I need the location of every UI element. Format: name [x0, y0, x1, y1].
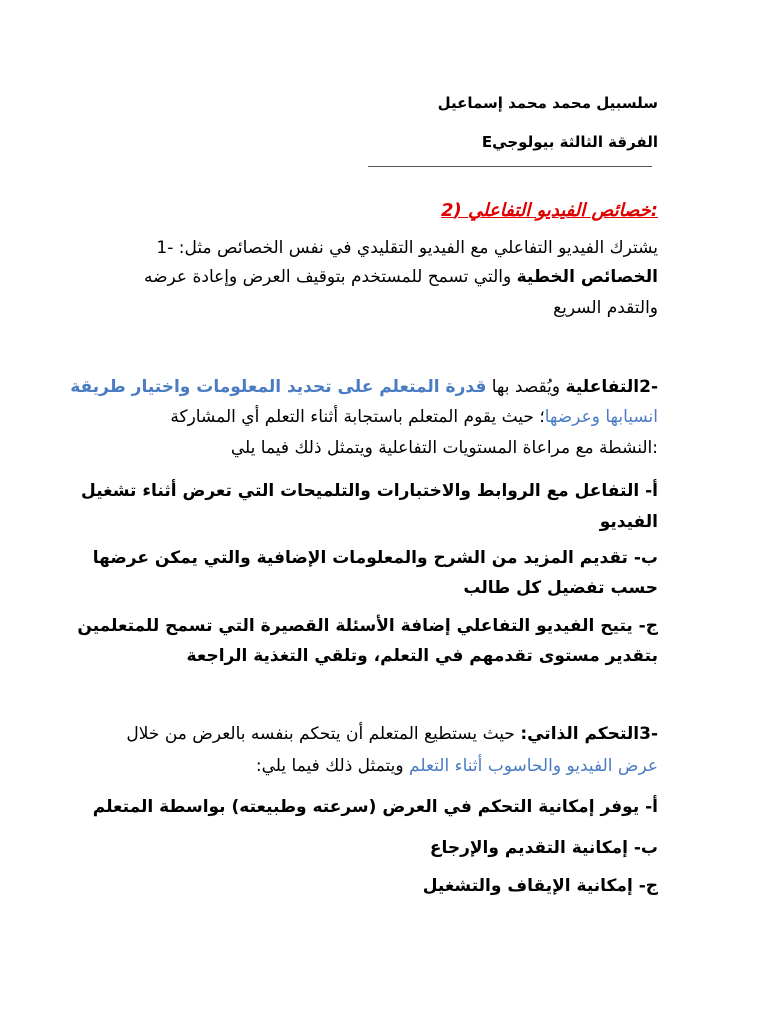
p3-number: -3: [639, 724, 658, 744]
p2-number: -2: [639, 377, 658, 397]
p2-line1: [70, 377, 658, 397]
p2-mid: ويُقصد بها: [486, 377, 566, 397]
p2-term: التفاعلية: [565, 377, 640, 397]
p2-item-a-line2: الفيديو: [599, 512, 658, 532]
p3-item-b: ب- إمكانية التقديم والإرجاع: [429, 838, 658, 858]
section-title: :خصائص الفيديو التفاعلي (2: [440, 200, 658, 221]
student-group: الفرقة الثالثة بيولوجيE: [481, 133, 658, 151]
p2-item-c-line2: بتقدير مستوى تقدمهم في التعلم، وتلقي التغذية الراجعة: [186, 646, 658, 666]
p3-item-c: ج- إمكانية الإيقاف والتشغيل: [422, 876, 658, 896]
p2-highlight-1: قدرة المتعلم على تحديد المعلومات واختيار طريقة: [70, 377, 487, 397]
p3-line2-text: ويتمثل ذلك فيما يلي:: [255, 756, 409, 776]
p3-line1-text: حيث يستطيع المتعلم أن يتحكم بنفسه بالعرض من خلال: [126, 724, 521, 744]
p3-line1: [126, 724, 658, 744]
p1-line2-text: والتي تسمح للمستخدم بتوقيف العرض وإعادة عرضه: [143, 267, 517, 287]
p3-term: التحكم الذاتي:: [520, 724, 640, 744]
p2-item-b-line2: حسب تفضيل كل طالب: [463, 578, 658, 598]
p2-line2: [170, 407, 658, 427]
author-name: سلسبيل محمد محمد إسماعيل: [437, 94, 658, 112]
header-divider: [368, 166, 652, 167]
p1-line2: [144, 267, 658, 287]
p3-item-a: أ- يوفر إمكانية التحكم في العرض (سرعته وطبيعته) بواسطة المتعلم: [92, 797, 658, 817]
p2-line3: :النشطة مع مراعاة المستويات التفاعلية ويتمثل ذلك فيما يلي: [230, 438, 658, 458]
p2-item-b-line1: ب- تقديم المزيد من الشرح والمعلومات الإضافية والتي يمكن عرضها: [92, 548, 658, 568]
p1-line1: يشترك الفيديو التفاعلي مع الفيديو التقليدي في نفس الخصائص مثل: -1: [156, 238, 658, 258]
p2-highlight-2: انسيابها وعرضها: [544, 407, 658, 427]
p2-line2-text: ؛ حيث يقوم المتعلم باستجابة أثناء التعلم أي المشاركة: [170, 407, 545, 427]
p2-item-a-line1: أ- التفاعل مع الروابط والاختبارات والتلميحات التي تعرض أثناء تشغيل: [81, 481, 658, 501]
p1-bold-term: الخصائص الخطية: [516, 267, 658, 287]
p2-item-c-line1: ج- يتيح الفيديو التفاعلي إضافة الأسئلة القصيرة التي تسمح للمتعلمين: [77, 616, 658, 636]
p3-highlight: عرض الفيديو والحاسوب أثناء التعلم: [409, 756, 658, 776]
p1-line3: والتقدم السريع: [553, 298, 658, 318]
p3-line2: [256, 756, 658, 776]
